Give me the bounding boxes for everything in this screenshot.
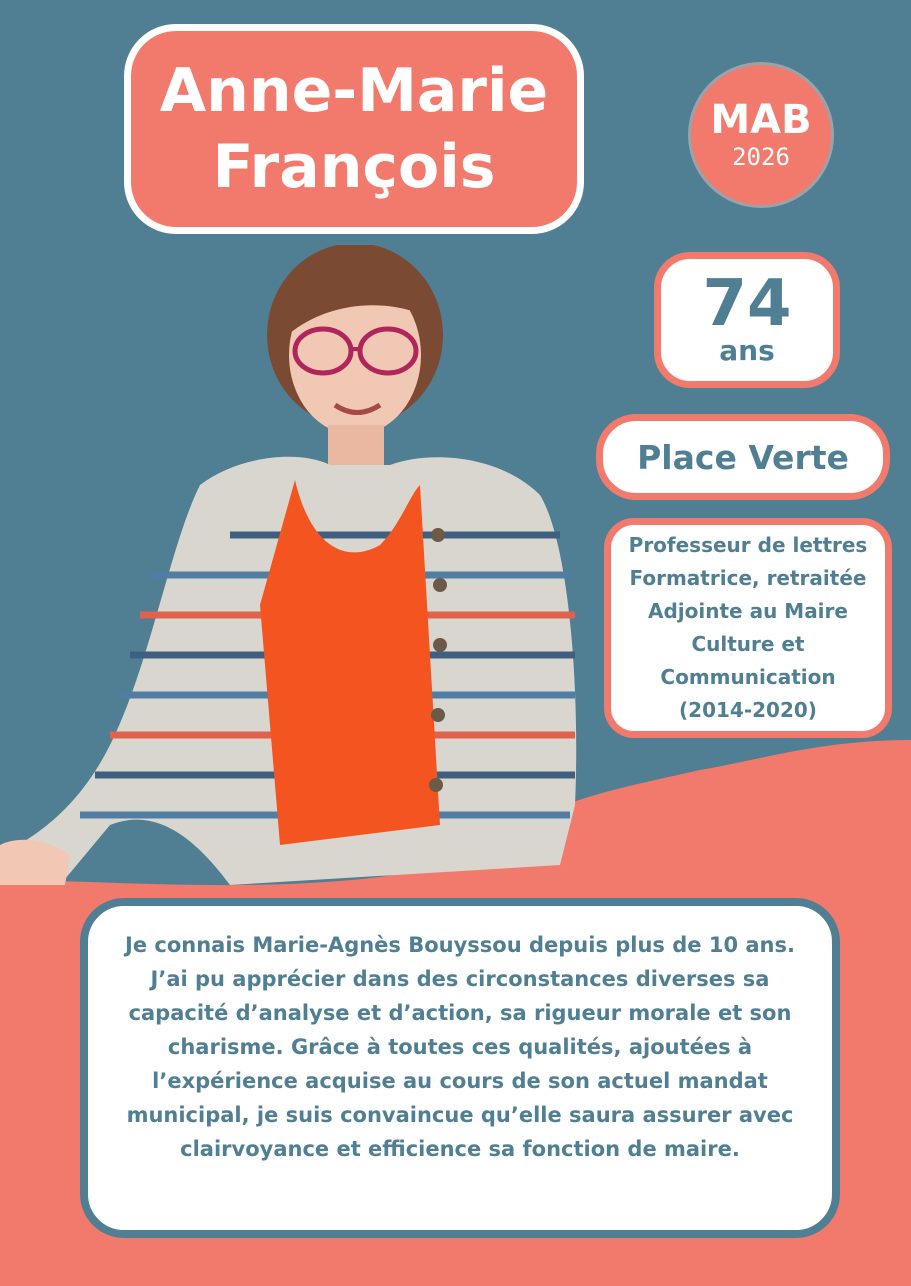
profession-line: Communication: [660, 665, 836, 689]
profession-line: Culture et: [691, 632, 805, 656]
age-unit: ans: [719, 334, 775, 367]
candidate-first-name: Anne-Marie: [159, 56, 549, 126]
profession-line: Formatrice, retraitée: [629, 566, 867, 590]
candidate-name-box: [124, 24, 584, 234]
place-label: Place Verte: [637, 437, 849, 477]
candidate-portrait: [0, 245, 600, 895]
age-box: [654, 252, 840, 388]
profession-box: [604, 518, 892, 738]
candidate-last-name: François: [212, 132, 496, 202]
age-number: 74: [702, 267, 792, 341]
testimonial-text: Je connais Marie-Agnès Bouyssou depuis plus de 10 ans. J’ai pu apprécier dans des circonstances diverses sa capacité d’analyse et d’action, sa rigueur morale et son charisme. Grâce à toutes ces qualités, ajoutées à l’expérience acquise au cours de son actuel mandat municipal, je suis convaincue qu’elle saura assurer avec clairvoyance et efficience sa fonction de maire.: [125, 933, 795, 1161]
badge-year: 2026: [732, 143, 790, 171]
badge-title: MAB: [710, 97, 812, 143]
mab-logo-badge: [688, 62, 834, 208]
testimonial-box: [80, 898, 840, 1238]
profession-line: Adjointe au Maire: [648, 599, 848, 623]
profession-line: Professeur de lettres: [628, 533, 868, 557]
profession-line: (2014-2020): [679, 698, 817, 722]
place-box: [596, 414, 890, 500]
